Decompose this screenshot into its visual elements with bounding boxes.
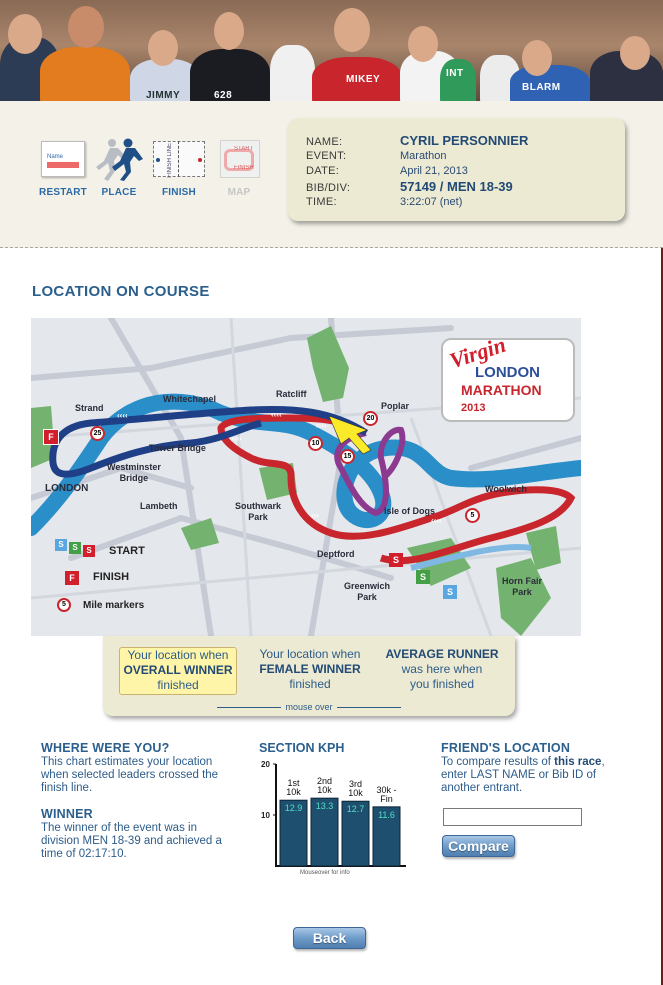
banner-bib-text: MIKEY bbox=[346, 74, 381, 85]
nav-finish-label: FINISH bbox=[162, 187, 196, 198]
svg-text:››››: ›››› bbox=[316, 421, 327, 430]
kph-bar-value: 11.6 bbox=[378, 809, 395, 820]
map-label-whitechapel: Whitechapel bbox=[163, 394, 217, 404]
winner-title: WINNER bbox=[41, 807, 93, 821]
restart-card-icon: Name bbox=[36, 137, 90, 181]
finish-marker-icon: F bbox=[43, 429, 59, 445]
kph-ytick-20: 20 bbox=[261, 760, 270, 769]
banner-bib-text: JIMMY bbox=[146, 90, 181, 101]
svg-text:‹‹‹‹: ‹‹‹‹ bbox=[271, 410, 282, 419]
nav-restart-label: RESTART bbox=[39, 187, 87, 198]
leader-location-selector bbox=[103, 636, 515, 716]
mile-marker-5: 5 bbox=[465, 508, 480, 523]
kph-bar-value: 13.3 bbox=[315, 801, 334, 812]
svg-text:‹‹‹‹: ‹‹‹‹ bbox=[431, 516, 442, 525]
mile-marker-25: 25 bbox=[90, 426, 105, 441]
finish-line-icon: FINISH LINE bbox=[152, 137, 206, 181]
mile-marker-20: 20 bbox=[363, 411, 378, 426]
date-label: DATE: bbox=[306, 165, 340, 177]
legend-start-label: START bbox=[109, 545, 145, 557]
section-title: LOCATION ON COURSE bbox=[32, 283, 210, 300]
event-label: EVENT: bbox=[306, 150, 347, 162]
average-runner-option[interactable]: AVERAGE RUNNER was here when you finished bbox=[385, 647, 499, 691]
runner-date: April 21, 2013 bbox=[400, 165, 468, 177]
banner-bib-text: BLARM bbox=[522, 82, 561, 93]
winner-text: The winner of the event was in division MEN 18-39 and achieved a time of 02:17:10. bbox=[41, 822, 222, 860]
female-winner-option[interactable]: Your location when FEMALE WINNER finished bbox=[259, 647, 361, 691]
runner-details-card bbox=[288, 118, 625, 221]
course-map[interactable] bbox=[31, 318, 581, 636]
nav-map-label: MAP bbox=[227, 187, 251, 198]
winner-section bbox=[41, 807, 231, 861]
runner-time: 3:22:07 (net) bbox=[400, 196, 463, 208]
legend-finish-label: FINISH bbox=[93, 571, 130, 583]
runner-event: Marathon bbox=[400, 150, 447, 162]
name-label: NAME: bbox=[306, 136, 343, 148]
step-navigation bbox=[36, 137, 276, 207]
friend-instructions: To compare results of this race, enter LAST NAME or Bib ID of another entrant. bbox=[441, 756, 605, 794]
where-were-you-section bbox=[41, 741, 231, 795]
kph-category-label: 2nd 10k bbox=[316, 776, 333, 796]
banner-bib-text: INT bbox=[446, 68, 464, 79]
mile-marker-15: 15 bbox=[340, 449, 355, 464]
map-label-isle-of-dogs: Isle of Dogs bbox=[384, 506, 436, 516]
map-label-deptford: Deptford bbox=[317, 549, 355, 559]
header-banner-photo bbox=[0, 0, 663, 101]
map-label-woolwich: Woolwich bbox=[485, 484, 527, 494]
where-title: WHERE WERE YOU? bbox=[41, 741, 170, 755]
svg-text:‹‹‹‹: ‹‹‹‹ bbox=[117, 411, 128, 420]
runner-info-panel bbox=[0, 101, 663, 248]
map-card-icon: START FINISH bbox=[212, 137, 266, 181]
map-label-tower-bridge: Tower Bridge bbox=[149, 443, 206, 453]
map-label-southwark-park: Southwark Park bbox=[235, 501, 282, 522]
nav-finish[interactable] bbox=[152, 137, 206, 198]
kph-caption: Mouseover for info bbox=[300, 870, 350, 876]
nav-place[interactable] bbox=[92, 137, 146, 198]
where-text: This chart estimates your location when selected leaders crossed the finish line. bbox=[41, 756, 219, 794]
kph-category-label: 30k -Fin bbox=[376, 784, 397, 804]
kph-title: SECTION KPH bbox=[259, 741, 345, 755]
map-label-westminster-bridge: Westminster Bridge bbox=[107, 462, 161, 483]
friend-name-input[interactable] bbox=[443, 808, 582, 826]
bib-label: BIB/DIV: bbox=[306, 182, 351, 194]
legend-mile-markers-label: Mile markers bbox=[83, 600, 145, 611]
kph-category-label: 1st 10k bbox=[286, 778, 301, 798]
map-label-poplar: Poplar bbox=[381, 401, 410, 411]
map-label-strand: Strand bbox=[75, 403, 104, 413]
nav-restart[interactable] bbox=[36, 137, 90, 198]
runners-icon bbox=[92, 137, 146, 181]
banner-bib-text: 628 bbox=[214, 90, 233, 101]
start-blue-marker-icon: S bbox=[443, 585, 457, 599]
kph-chart-svg bbox=[258, 758, 408, 878]
kph-category-label: 3rd 10k bbox=[348, 779, 363, 799]
kph-bar-value: 12.9 bbox=[284, 803, 303, 814]
mouseover-hint: mouse over bbox=[103, 702, 515, 712]
compare-button[interactable]: Compare bbox=[442, 835, 515, 857]
time-label: TIME: bbox=[306, 196, 337, 208]
svg-text:››››: ›››› bbox=[231, 434, 242, 443]
kph-ytick-10: 10 bbox=[261, 811, 270, 820]
runner-bib-division: 57149 / MEN 18-39 bbox=[400, 179, 513, 194]
overall-winner-option[interactable]: Your location when OVERALL WINNER finished bbox=[119, 647, 237, 695]
kph-chart[interactable] bbox=[258, 758, 408, 878]
map-label-london: LONDON bbox=[45, 483, 89, 494]
back-button[interactable]: Back bbox=[293, 927, 366, 949]
mile-marker-10: 10 bbox=[308, 436, 323, 451]
london-marathon-logo: Virgin LONDON MARATHON 2013 bbox=[441, 338, 575, 422]
map-label-lambeth: Lambeth bbox=[140, 501, 178, 511]
friend-title: FRIEND'S LOCATION bbox=[441, 741, 571, 755]
nav-place-label: PLACE bbox=[101, 187, 137, 198]
kph-bar-value: 12.7 bbox=[346, 804, 365, 815]
friends-location-section bbox=[441, 741, 621, 795]
start-green-marker-icon: S bbox=[416, 570, 430, 584]
runner-name: CYRIL PERSONNIER bbox=[400, 133, 529, 148]
map-label-horn-fair-park: Horn Fair Park bbox=[502, 576, 543, 597]
map-label-greenwich-park: Greenwich Park bbox=[344, 581, 391, 602]
start-red-marker-icon: S bbox=[389, 553, 403, 567]
svg-text:‹‹‹: ‹‹‹ bbox=[311, 511, 319, 520]
map-label-ratcliff: Ratcliff bbox=[276, 389, 307, 399]
map-legend: S S S START F FINISH 5 Mile markers bbox=[47, 533, 167, 623]
nav-map[interactable] bbox=[212, 137, 266, 198]
